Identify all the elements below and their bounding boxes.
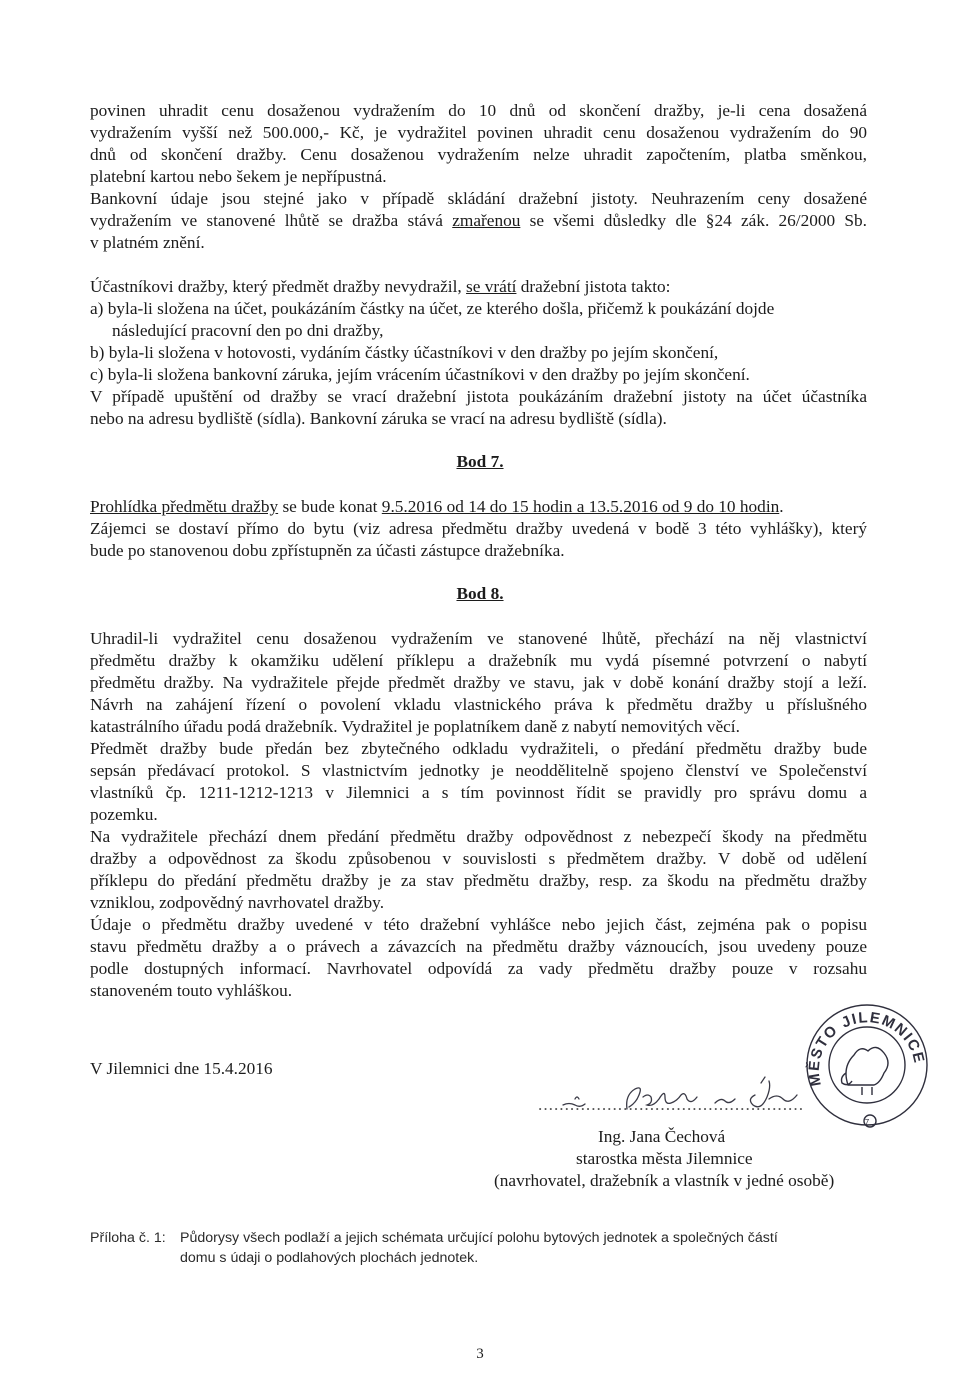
paragraph-line: dnů od skončení dražby. Cenu dosaženou vydražením nelze uhradit započtením, platba směnkou, <box>90 145 867 164</box>
list-item-c: c) byla-li složena bankovní záruka, jejím vrácením účastníkovi v den dražby po jejím skončení. <box>90 365 750 384</box>
paragraph-line: nebo na adresu bydliště (sídla). Bankovní záruka se vrací na adresu bydliště (sídla). <box>90 409 667 428</box>
attachment-label: Příloha č. 1: <box>90 1230 166 1246</box>
paragraph-line: předmětu dražby. Na vydražitele přejde předmět dražby ve stavu, jak v době konání dražby stojí a leží. <box>90 673 867 692</box>
signatory-role: starostka města Jilemnice <box>576 1149 753 1168</box>
paragraph-line: bude po stanovenou dobu zpřístupněn za účasti zástupce dražebníka. <box>90 541 565 560</box>
section-heading-bod-7: Bod 7. <box>456 452 504 471</box>
underlined-term: Prohlídka předmětu dražby <box>90 497 279 516</box>
paragraph-line <box>90 496 867 518</box>
signature-dots: .................................................. <box>538 1095 805 1114</box>
paragraph-line: platební kartou nebo šekem je nepřípustná. <box>90 167 387 186</box>
paragraph-line: povinen uhradit cenu dosaženou vydražením do 10 dnů od skončení dražby, je-li cena dosažená <box>90 101 867 120</box>
text-run: se všemi důsledky dle §24 zák. 26/2000 Sb. <box>520 211 867 230</box>
text-run: vydražením ve stanovené lhůtě se dražba stává <box>90 211 453 230</box>
signatory-capacity: (navrhovatel, dražebník a vlastník v jedné osobě) <box>494 1171 835 1190</box>
inspection-dates: 9.5.2016 od 14 do 15 hodin a 13.5.2016 od 9 do 10 hodin <box>381 497 780 516</box>
text-run: Účastníkovi dražby, který předmět dražby nevydražil, <box>90 277 467 296</box>
paragraph-line: Zájemci se dostaví přímo do bytu (viz adresa předmětu dražby uvedená v bodě 3 této vyhlášky), který <box>90 519 867 538</box>
text-run: se bude konat <box>278 497 382 516</box>
paragraph-line: Bankovní údaje jsou stejné jako v případě skládání dražební jistoty. Neuhrazením ceny dosažené <box>90 189 867 208</box>
svg-text:MĚSTO JILEMNICE: MĚSTO JILEMNICE <box>805 1009 928 1088</box>
paragraph-line: pozemku. <box>90 805 158 824</box>
paragraph-line: sepsán předávací protokol. S vlastnictvím jednotky je neoddělitelně spojeno členství ve Společenství <box>90 761 867 780</box>
place-date: V Jilemnici dne 15.4.2016 <box>90 1059 273 1078</box>
paragraph-line: Na vydražitele přechází dnem předání předmětu dražby odpovědnost z nebezpečí škody na předmětu <box>90 827 867 846</box>
section-heading-bod-8: Bod 8. <box>456 584 504 603</box>
list-item-b: b) byla-li složena v hotovosti, vydáním částky účastníkovi v den dražby po jejím skončení, <box>90 343 719 362</box>
paragraph-line: stanoveném touto vyhláškou. <box>90 981 293 1000</box>
paragraph-line: Návrh na zahájení řízení o povolení vkladu vlastnického práva k předmětu dražby u příslušného <box>90 695 867 714</box>
text-run: . <box>779 497 784 516</box>
paragraph-line: katastrálního úřadu podá dražebník. Vydražitel je poplatníkem daně z nabytí nemovitých věcí. <box>90 717 740 736</box>
attachment-line: domu s údaji o podlahových plochách jednotek. <box>180 1250 479 1266</box>
paragraph-line: stavu předmětu dražby a o právech a závazcích na předmětu dražby váznoucích, jsou uvedeny pouze <box>90 937 867 956</box>
paragraph-line: V případě upuštění od dražby se vrací dražební jistota poukázáním dražební jistoty na účet účastníka <box>90 387 867 406</box>
signatory-name: Ing. Jana Čechová <box>598 1127 726 1146</box>
underlined-term: se vrátí <box>466 277 517 296</box>
paragraph-line: vlastníků čp. 1211-1212-1213 v Jilemnici a s tím povinnost řídit se pravidly pro správu domu a <box>90 783 867 802</box>
paragraph-line: předmětu dražby k okamžiku udělení příklepu a dražebník mu vydá písemné potvrzení o nabytí <box>90 651 867 670</box>
text-run: dražební jistota takto: <box>516 277 671 296</box>
paragraph-line <box>90 210 867 232</box>
attachment-line: Půdorysy všech podlaží a jejich schémata určující polohu bytových jednotek a společných částí <box>180 1230 778 1246</box>
paragraph-line: Předmět dražby bude předán bez zbytečného odkladu vydražiteli, o předání předmětu dražby bude <box>90 739 867 758</box>
paragraph-line: Uhradil-li vydražitel cenu dosaženou vydražením ve stanovené lhůtě, přechází na něj vlastnictví <box>90 629 867 648</box>
paragraph-line <box>90 276 867 298</box>
paragraph-line: vydražením vyšší než 500.000,- Kč, je vydražitel povinen uhradit cenu dosaženou vydražením do 90 <box>90 123 867 142</box>
list-item-a: a) byla-li složena na účet, poukázáním částky na účet, ze kterého došla, přičemž k poukázání dojde <box>90 299 775 318</box>
paragraph-line: podle dostupných informací. Navrhovatel odpovídá za vady předmětu dražby pouze v rozsahu <box>90 959 867 978</box>
page-number: 3 <box>476 1346 484 1362</box>
paragraph-line: v platném znění. <box>90 233 205 252</box>
stamp-number: 7 <box>864 1118 870 1127</box>
underlined-term: zmařenou <box>452 211 521 230</box>
paragraph-line: dražby a odpovědnost za škodu způsobenou v souvislosti s předmětem dražby. V době od udělení <box>90 849 867 868</box>
list-item-a-continuation: následující pracovní den po dni dražby, <box>112 321 384 340</box>
paragraph-line: vzniklou, zodpovědný navrhovatel dražby. <box>90 893 385 912</box>
city-stamp <box>800 995 930 1135</box>
paragraph-line: příklepu do předání předmětu dražby je za stav předmětu dražby, resp. za škodu na předmětu dražby <box>90 871 867 890</box>
paragraph-line: Údaje o předmětu dražby uvedené v této dražební vyhlášce nebo jejich část, zejména pak o popisu <box>90 915 867 934</box>
